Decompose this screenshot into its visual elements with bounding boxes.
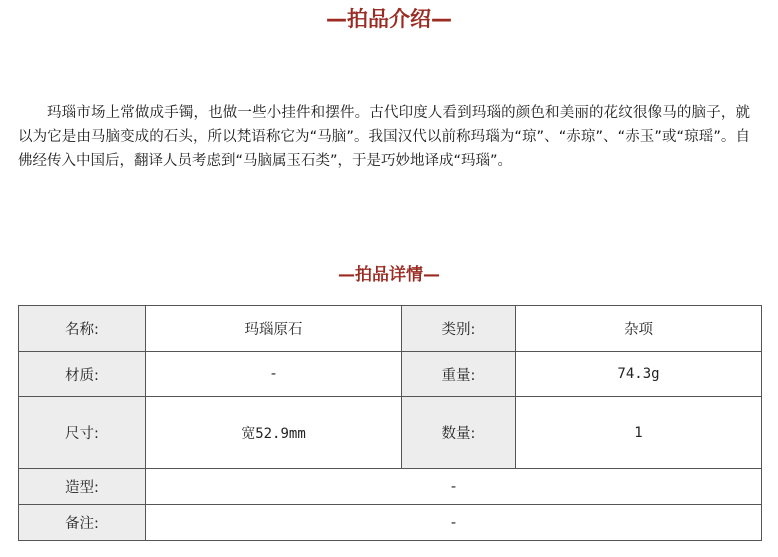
shape-value: - [146, 469, 762, 505]
table-row [19, 352, 762, 397]
details-heading: —拍品详情— [338, 265, 440, 285]
table-row [19, 469, 762, 505]
remark-label: 备注: [19, 505, 146, 541]
remark-value: - [146, 505, 762, 541]
name-label: 名称: [19, 306, 146, 352]
table-row [19, 306, 762, 352]
shape-label: 造型: [19, 469, 146, 505]
name-value: 玛瑙原石 [146, 306, 402, 352]
category-label: 类别: [402, 306, 516, 352]
table-row [19, 505, 762, 541]
details-table [18, 305, 762, 541]
intro-paragraph: 玛瑙市场上常做成手镯，也做一些小挂件和摆件。古代印度人看到玛瑙的颜色和美丽的花纹很像马的脑子，就以为它是由马脑变成的石头，所以梵语称它为“马脑”。我国汉代以前称玛瑙为“琼”、“赤琼”、“赤玉”或“琼瑶”。自佛经传入中国后，翻译人员考虑到“马脑属玉石类”，于是巧妙地译成“玛瑙”。 [18, 105, 750, 169]
table-row [19, 397, 762, 469]
category-value: 杂项 [516, 306, 762, 352]
weight-label: 重量: [402, 352, 516, 397]
size-value: 宽52.9mm [146, 397, 402, 469]
quantity-label: 数量: [402, 397, 516, 469]
size-label: 尺寸: [19, 397, 146, 469]
material-label: 材质: [19, 352, 146, 397]
weight-value: 74.3g [516, 352, 762, 397]
intro-heading: —拍品介绍— [326, 7, 452, 31]
material-value: - [146, 352, 402, 397]
quantity-value: 1 [516, 397, 762, 469]
